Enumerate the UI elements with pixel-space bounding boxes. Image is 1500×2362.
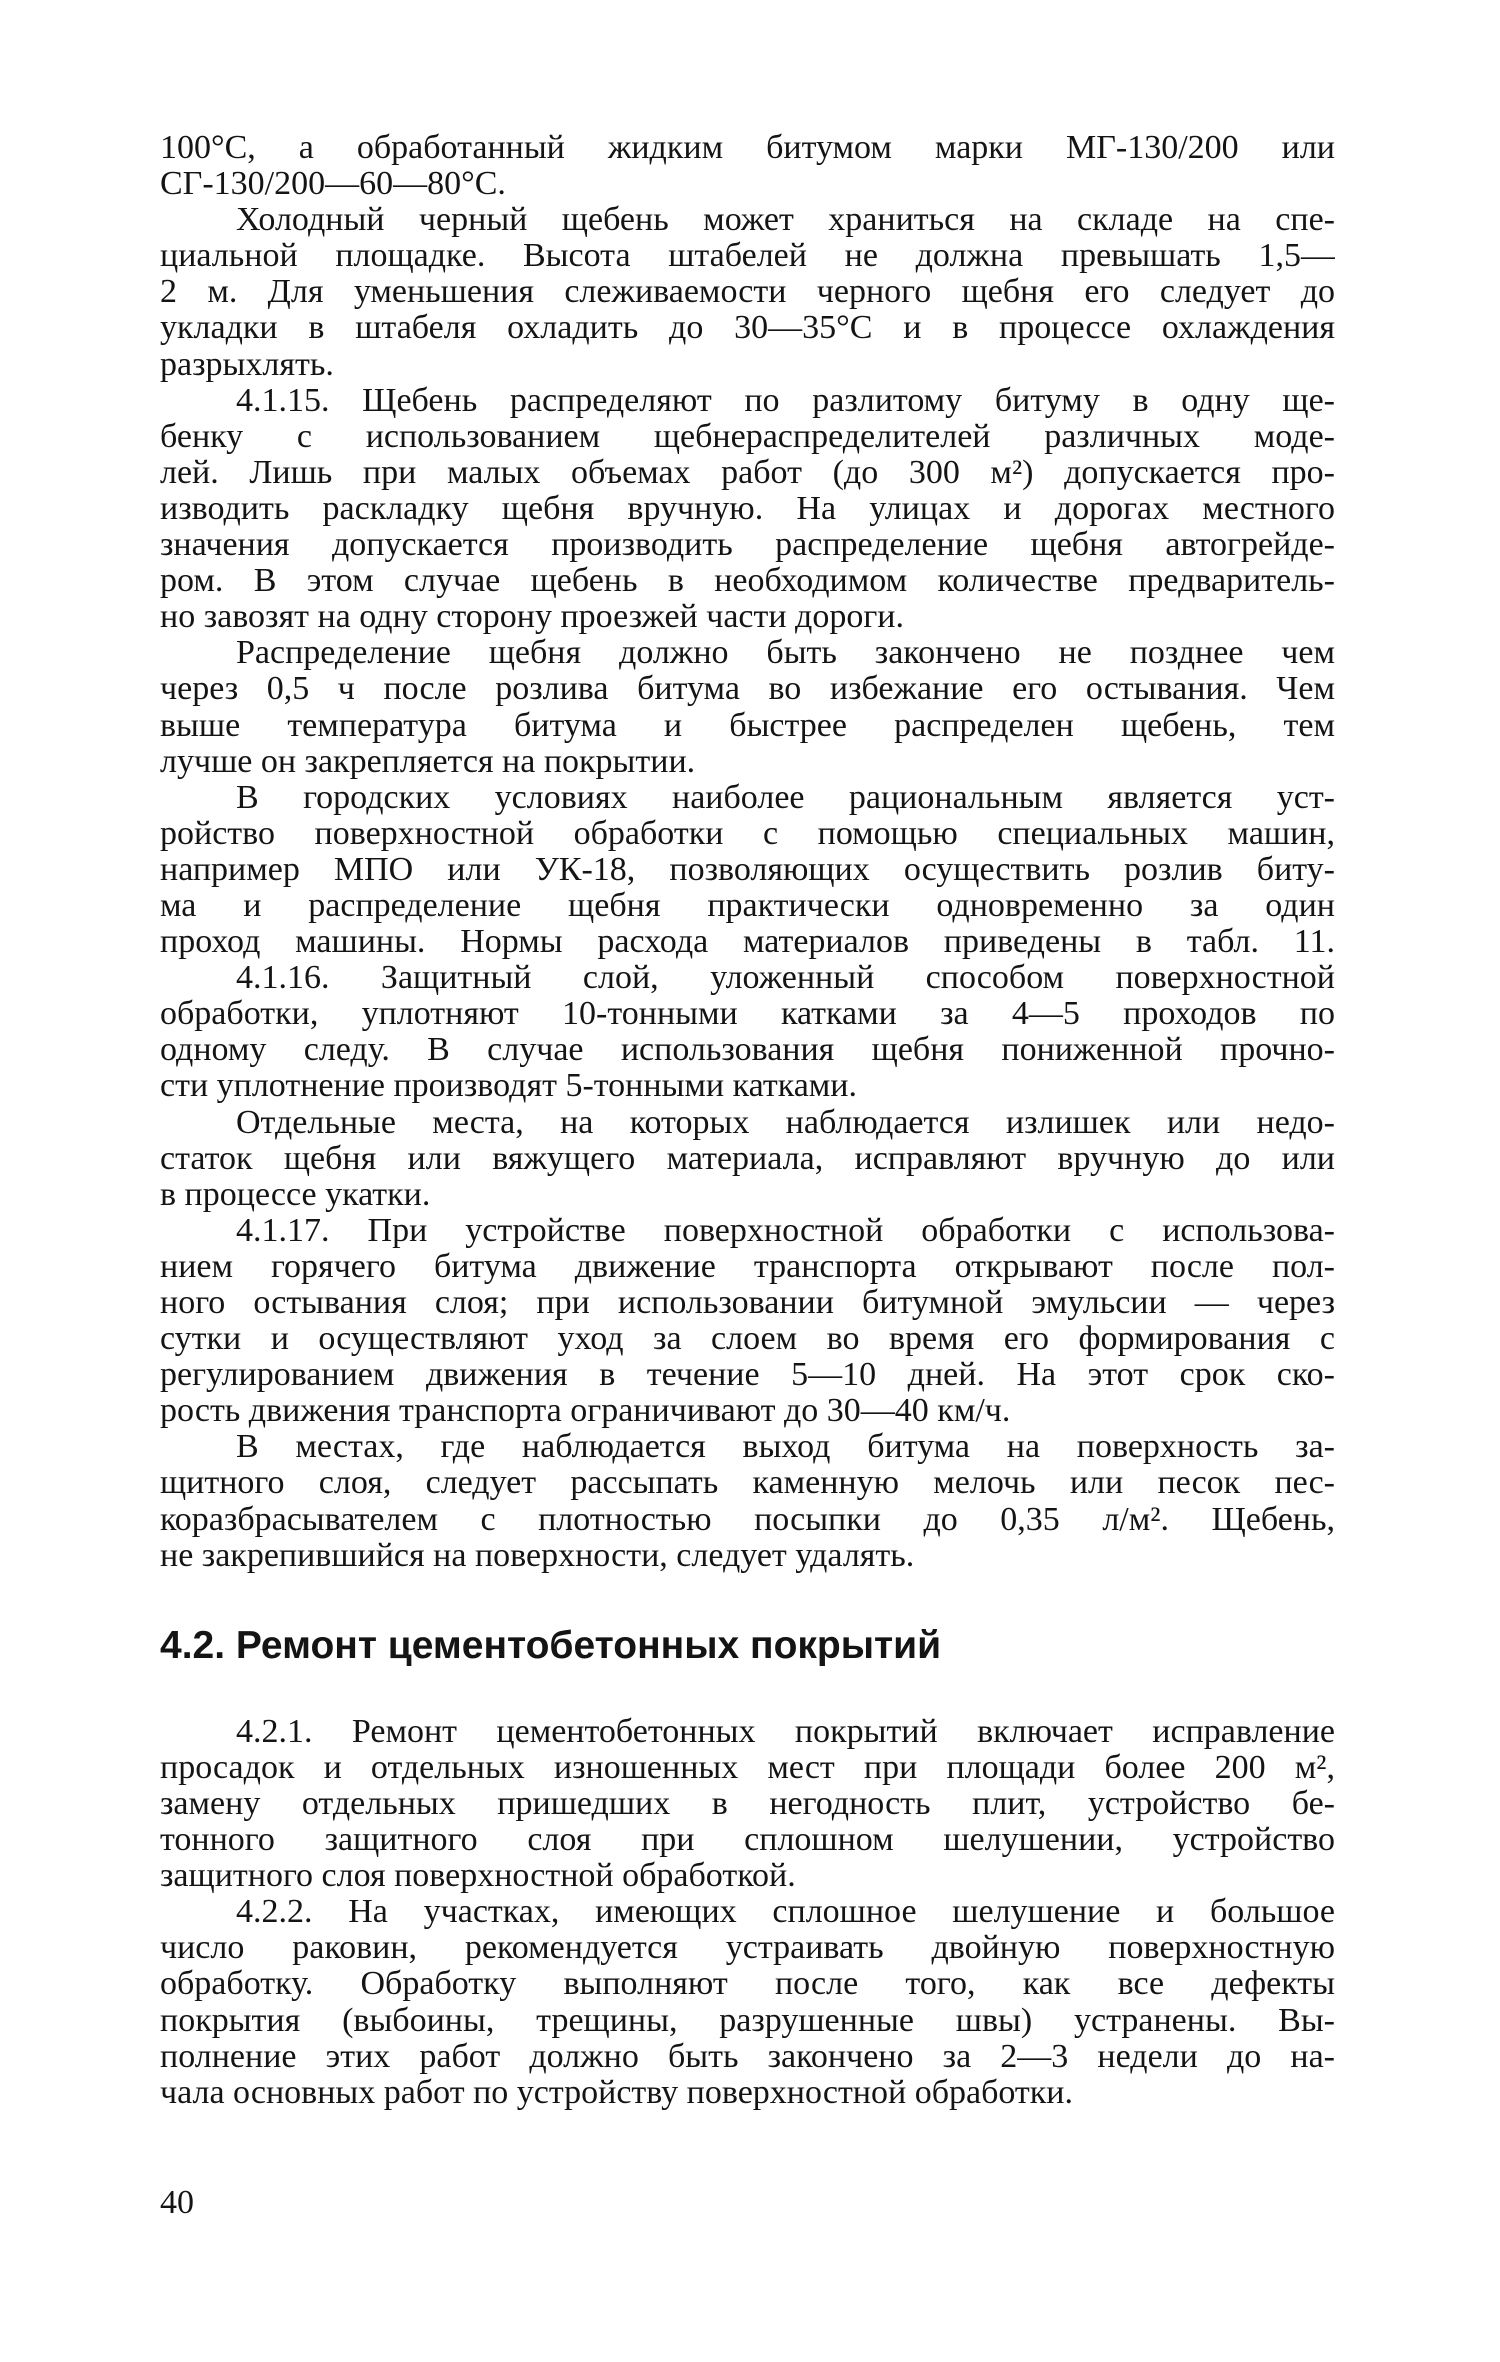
paragraph [160,1105,1335,1213]
text-line: Холодный черный щебень может храниться на складе на спе- [236,202,1335,239]
text-line: 4.1.16. Защитный слой, уложенный способом поверхностной [236,960,1335,997]
text-line: статок щебня или вяжущего материала, исправляют вручную до или [160,1140,1335,1177]
text-line: ройство поверхностной обработки с помощью специальных машин, [160,815,1335,852]
text-line: проход машины. Нормы расхода материалов приведены в табл. 11. [160,924,1335,961]
text-line: щитного слоя, следует рассыпать каменную мелочь или песок пес- [160,1465,1335,1502]
text-line: через 0,5 ч после розлива битума во избежание его остывания. Чем [160,671,1335,708]
text-line: в процессе укатки. [160,1176,431,1213]
text-line: регулированием движения в течение 5—10 дней. На этот срок ско- [160,1357,1335,1394]
text-line: 4.1.15. Щебень распределяют по разлитому битуму в одну ще- [236,382,1335,419]
text-line: но завозят на одну сторону проезжей части дороги. [160,599,904,636]
text-line: например МПО или УК-18, позволяющих осуществить розлив биту- [160,851,1335,888]
text-after-heading [160,1714,1335,2111]
text-line: СГ-130/200—60—80°С. [160,166,506,203]
section-heading: 4.2. Ремонт цементобетонных покрытий [160,1623,942,1667]
text-line: ма и распределение щебня практически одновременно за один [160,887,1335,924]
text-line: разрыхлять. [160,346,334,383]
text-line: значения допускается производить распределение щебня автогрейде- [160,527,1335,564]
text-line: лей. Лишь при малых объемах работ (до 300 м²) допускается про- [160,454,1335,491]
paragraph [160,635,1335,779]
paragraph-4-1-17 [160,1213,1335,1430]
text-line: обработку. Обработку выполняют после того, как все дефекты [160,1966,1335,2003]
paragraph-4-1-15 [160,383,1335,636]
text-line: тонного защитного слоя при сплошном шелушении, устройство [160,1822,1335,1859]
text-line: 2 м. Для уменьшения слеживаемости черного щебня его следует до [160,274,1335,311]
paragraph-4-2-1 [160,1714,1335,1894]
paragraph-4-1-16 [160,960,1335,1104]
text-line: бенку с использованием щебнераспределителей различных моде- [160,418,1335,455]
text-line: 4.2.2. На участках, имеющих сплошное шелушение и большое [236,1894,1335,1931]
text-line: обработки, уплотняют 10-тонными катками за 4—5 проходов по [160,996,1335,1033]
text-line: 100°С, а обработанный жидким битумом марки МГ-130/200 или [160,130,1335,166]
page-body [160,130,1335,2111]
text-line: сутки и осуществляют уход за слоем во время его формирования с [160,1321,1335,1358]
text-line: 4.1.17. При устройстве поверхностной обработки с использова- [236,1212,1335,1249]
text-line: лучше он закрепляется на покрытии. [160,743,696,780]
text-line: покрытия (выбоины, трещины, разрушенные швы) устранены. Вы- [160,2002,1335,2039]
text-line: В городских условиях наиболее рациональным является уст- [236,779,1335,816]
text-line: ром. В этом случае щебень в необходимом количестве предваритель- [160,563,1335,600]
text-line: циальной площадке. Высота штабелей не должна превышать 1,5— [160,238,1335,275]
page-number: 40 [160,2184,194,2221]
paragraph [160,780,1335,960]
text-line: не закрепившийся на поверхности, следует удалять. [160,1537,915,1574]
paragraph [160,1429,1335,1573]
paragraph-continuation [160,130,1335,202]
text-line: замену отдельных пришедших в негодность плит, устройство бе- [160,1785,1335,1822]
paragraph [160,202,1335,382]
text-line: защитного слоя поверхностной обработкой. [160,1858,796,1895]
text-line: В местах, где наблюдается выход битума на поверхность за- [236,1429,1335,1466]
text-line: коразбрасывателем с плотностью посыпки до 0,35 л/м². Щебень, [160,1501,1335,1538]
text-line: 4.2.1. Ремонт цементобетонных покрытий включает исправление [236,1713,1335,1750]
text-line: одному следу. В случае использования щебня пониженной прочно- [160,1032,1335,1069]
text-line: ного остывания слоя; при использовании битумной эмульсии — через [160,1285,1335,1321]
text-line: полнение этих работ должно быть закончено за 2—3 недели до на- [160,2038,1335,2075]
text-line: число раковин, рекомендуется устраивать двойную поверхностную [160,1930,1335,1967]
text-line: просадок и отдельных изношенных мест при площади более 200 м², [160,1749,1335,1786]
text-line: рость движения транспорта ограничивают до 30—40 км/ч. [160,1393,1011,1430]
text-line: Отдельные места, на которых наблюдается излишек или недо- [236,1104,1335,1141]
paragraph-4-2-2 [160,1894,1335,2111]
text-before-heading [160,130,1335,1574]
text-line: укладки в штабеля охладить до 30—35°С и в процессе охлаждения [160,310,1335,347]
text-line: изводить раскладку щебня вручную. На улицах и дорогах местного [160,490,1335,527]
text-line: Распределение щебня должно быть закончено не позднее чем [236,635,1335,672]
text-line: нием горячего битума движение транспорта открывают после пол- [160,1248,1335,1285]
text-line: чала основных работ по устройству поверхностной обработки. [160,2074,1074,2111]
text-line: выше температура битума и быстрее распределен щебень, тем [160,707,1335,744]
text-line: сти уплотнение производят 5-тонными катками. [160,1068,857,1105]
